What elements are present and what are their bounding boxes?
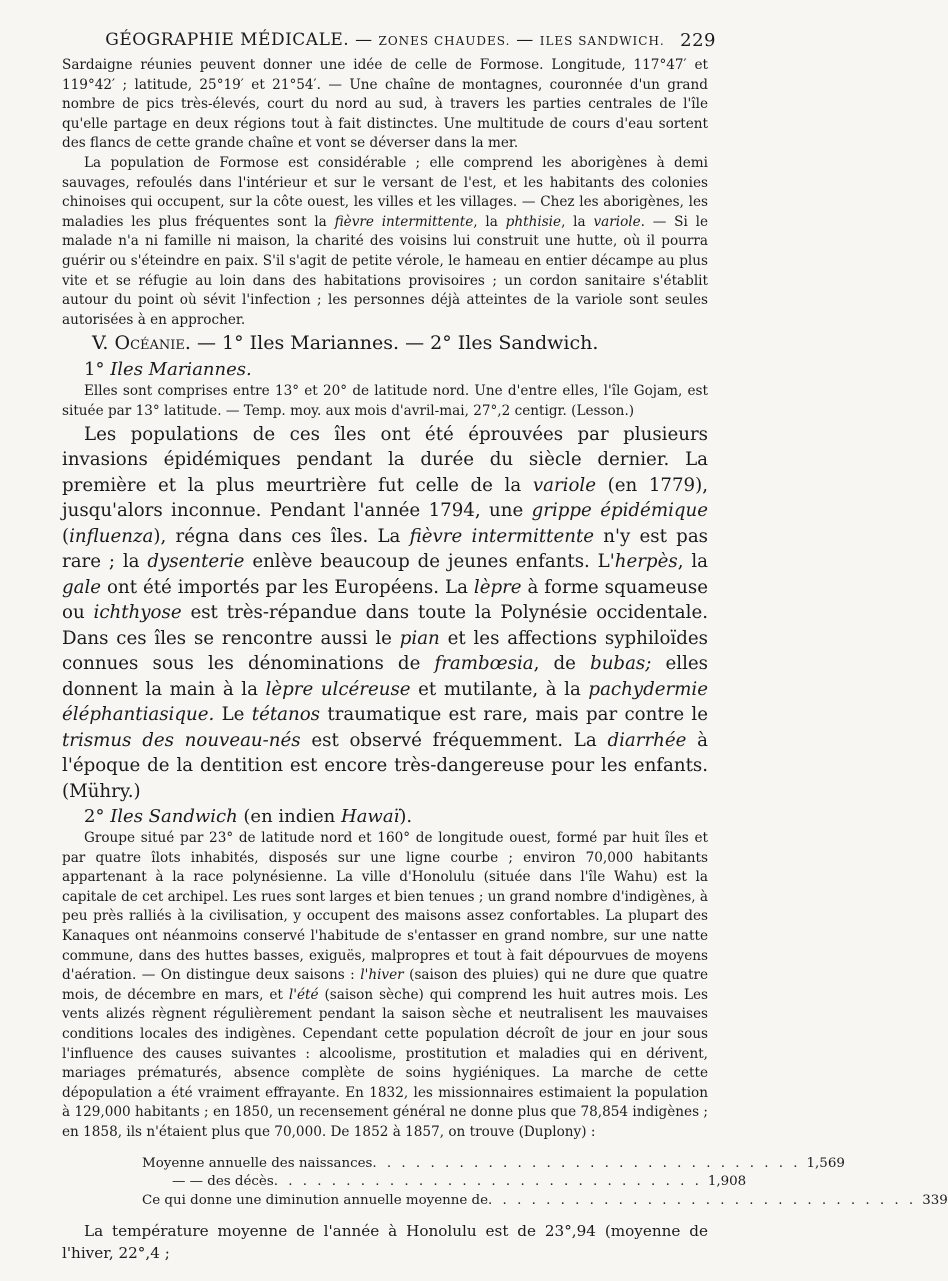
mariannes-heading: 1° Iles Mariannes. (84, 359, 252, 381)
final-line: La température moyenne de l'année à Honolulu est de 23°,94 (moyenne de l'hiver, 22°,4 ; (62, 1222, 708, 1262)
stat-row: Moyenne annuelle des naissances . . . . . . . . . . . . . . . . . . . . . . . . . . . . . . 1,569 (142, 1155, 845, 1171)
formose-paragraph-2: La population de Formose est considérable ; elle comprend les aborigènes à demi sauvages, refoulés dans l'intérieur et sur le versant de l'est, et les habitants des colonies chinoises qui occupent, sur la côte ouest, les villes et les villages. — Chez les aborigènes, les maladies les plus fréquentes sont la fièvre intermittente, la phthisie, la variole. — Si le malade n'a ni famille ni maison, la charité des voisins lui construit une hutte, où il pourra guérir ou s'éteindre en paix. S'il s'agit de petite vérole, le hameau en entier décampe au plus vite et se réfugie au loin dans des habitations provisoires ; un cordon sanitaire s'établit autour du point où sévit l'infection ; les personnes déjà atteintes de la variole sont seules autorisées à en approcher. (62, 154, 709, 328)
header-zone: ZONES CHAUDES. (378, 34, 511, 48)
header-dash: — (510, 30, 540, 50)
term: variole (593, 213, 641, 230)
running-header (62, 30, 716, 56)
header-section: ILES SANDWICH. (539, 34, 665, 48)
header-title: GÉOGRAPHIE MÉDICALE. (105, 30, 350, 50)
stat-row: Ce qui donne une diminution annuelle moyenne de . . . . . . . . . . . . . . . . . . . . . . . . . . . . . . 339 (142, 1192, 948, 1208)
sandwich-heading: 2° Iles Sandwich (en indien Hawaï). (84, 806, 413, 827)
mariannes-paragraph-1: Elles sont comprises entre 13° et 20° de latitude nord. Une d'entre elles, l'île Gojam, est située par 13° latitude. — Temp. moy. aux mois d'avril-mai, 27°,2 centigr. (Lesson.) (62, 383, 708, 419)
section-heading: V. Océanie. — 1° Iles Mariannes. — 2° Iles Sandwich. (92, 332, 599, 355)
mariannes-paragraph-2: Les populations de ces îles ont été éprouvées par plusieurs invasions épidémiques pendant la durée du siècle dernier. La première et la plus meurtrière fut celle de la variole (en 1779), jusqu'alors inconnue. Pendant l'année 1794, une grippe épidémique (influenza), régna dans ces îles. La fièvre intermittente n'y est pas rare ; la dysenterie enlève beaucoup de jeunes enfants. L'herpès, la gale ont été importés par les Européens. La lèpre à forme squameuse ou ichthyose est très-répandue dans toute la Polynésie occidentale. Dans ces îles se rencontre aussi le pian et les affections syphiloïdes connues sous les dénominations de frambœsia, de bubas; elles donnent la main à la lèpre ulcéreuse et mutilante, à la pachydermie éléphantiasique. Le tétanos traumatique est rare, mais par contre le trismus des nouveau-nés est observé fréquemment. La diarrhée à l'époque de la dentition est encore très-dangereuse pour les enfants. (Mühry.) (62, 423, 709, 802)
term: phthisie (505, 213, 562, 230)
statistics-table (142, 1155, 948, 1211)
header-dash: — (349, 30, 379, 50)
page-number: 229 (680, 30, 716, 51)
formose-paragraph-1: Sardaigne réunies peuvent donner une idée de celle de Formose. Longitude, 117°47′ et 119°42′ ; latitude, 25°19′ et 21°54′. — Une chaîne de montagnes, couronnée d'un grand nombre de pics très-élevés, court du nord au sud, à travers les parties centrales de l'île qu'elle partage en deux régions tout à fait distinctes. Une multitude de cours d'eau sortent des flancs de cette grande chaîne et vont se déverser dans la mer. (62, 57, 708, 152)
stat-row: — — des décès . . . . . . . . . . . . . . . . . . . . . . . . . . . . . . 1,908 (172, 1174, 747, 1189)
term: fièvre intermittente (334, 213, 474, 230)
sandwich-paragraph-1: Groupe situé par 23° de latitude nord et 160° de longitude ouest, formé par huit îles et par quatre îlots inhabités, disposés sur une ligne courbe ; environ 70,000 habitants appartenant à la race polynésienne. La ville d'Honolulu (située dans l'île Wahu) est la capitale de cet archipel. Les rues sont larges et bien tenues ; un grand nombre d'indigènes, à peu près ralliés à la civilisation, y occupent des maisons assez confortables. La plupart des Kanaques ont néanmoins conservé l'habitude de s'entasser en grand nombre, sur une natte commune, dans des huttes basses, exiguës, malpropres et tout à fait dépourvues de moyens d'aération. — On distingue deux saisons : l'hiver (saison des pluies) qui ne dure que quatre mois, de décembre en mars, et l'été (saison sèche) qui comprend les huit autres mois. Les vents alizés règnent régulièrement pendant la saison sèche et neutralisent les mauvaises conditions locales des indigènes. Cependant cette population décroît de jour en jour sous l'influence des causes suivantes : alcoolisme, prostitution et maladies qui en dérivent, mariages prématurés, absence complète de soins hygiéniques. La marche de cette dépopulation a été vraiment effrayante. En 1832, les missionnaires estimaient la population à 129,000 habitants ; en 1850, un recensement général ne donne plus que 78,854 indigènes ; en 1858, ils n'étaient plus que 70,000. De 1852 à 1857, on trouve (Duplony) : (62, 830, 709, 1140)
